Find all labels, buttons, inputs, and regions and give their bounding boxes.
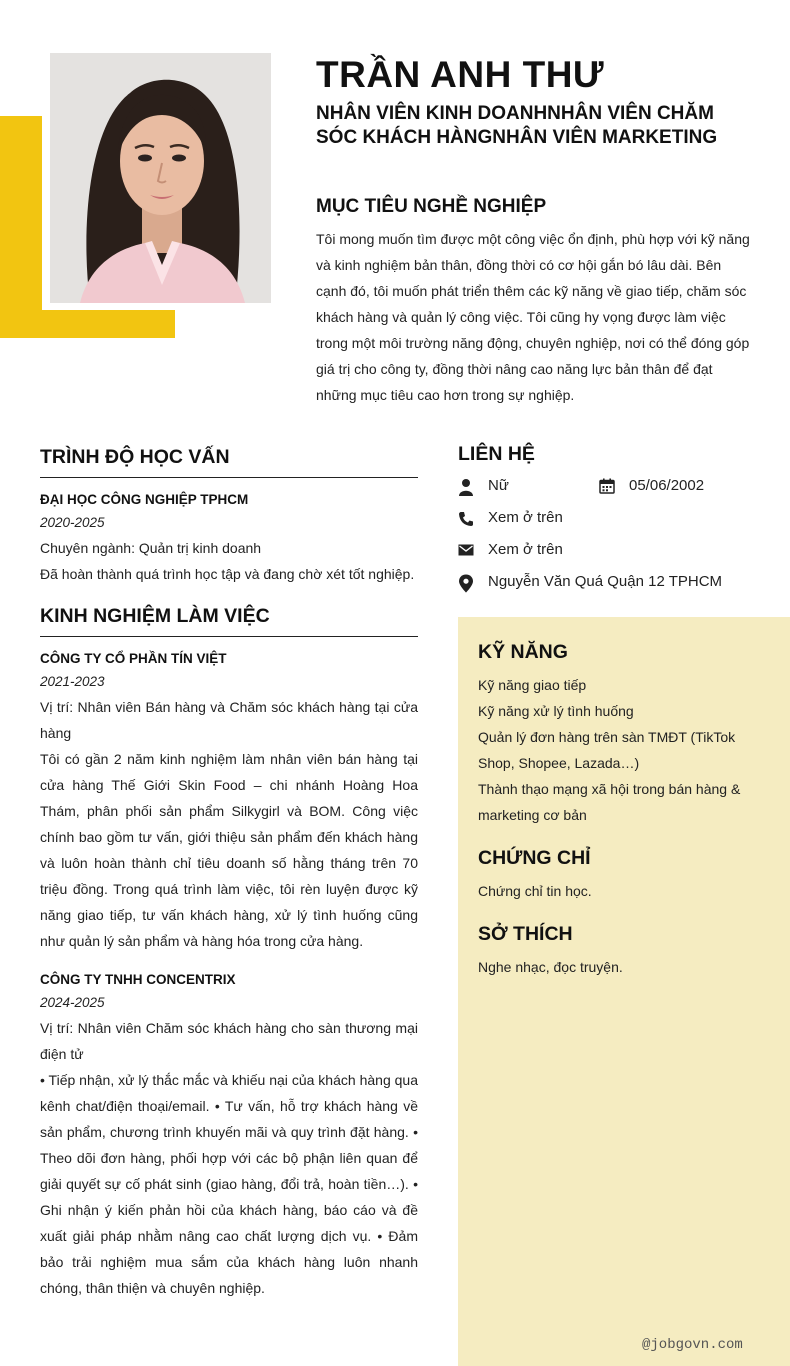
skills-heading: KỸ NĂNG xyxy=(478,641,568,663)
objective-heading: MỤC TIÊU NGHỀ NGHIỆP xyxy=(316,196,547,217)
skill-item: Kỹ năng giao tiếp xyxy=(478,677,587,693)
contact-gender: Nữ xyxy=(488,477,509,494)
job-position: Vị trí: Nhân viên Chăm sóc khách hàng cho sàn thương mại điện tử xyxy=(40,1020,418,1062)
job-period: 2021-2023 xyxy=(40,674,105,689)
accent-bar-horizontal xyxy=(0,310,175,338)
person-icon xyxy=(458,478,474,494)
experience-heading: KINH NGHIỆM LÀM VIỆC xyxy=(40,605,418,637)
skill-item: Kỹ năng xử lý tình huống xyxy=(478,703,634,719)
job-period: 2024-2025 xyxy=(40,995,105,1010)
candidate-name: TRẦN ANH THƯ xyxy=(316,54,605,95)
job-company: CÔNG TY CỔ PHẦN TÍN VIỆT xyxy=(40,651,227,666)
education-school: ĐẠI HỌC CÔNG NGHIỆP TPHCM xyxy=(40,492,249,507)
watermark: @jobgovn.com xyxy=(642,1337,743,1353)
certificates-text: Chứng chỉ tin học. xyxy=(478,883,592,899)
education-major: Chuyên ngành: Quản trị kinh doanh xyxy=(40,540,262,556)
contact-address: Nguyễn Văn Quá Quận 12 TPHCM xyxy=(488,573,723,590)
profile-photo xyxy=(50,53,271,303)
job-titles: NHÂN VIÊN KINH DOANHNHÂN VIÊN CHĂM SÓC KHÁCH HÀNGNHÂN VIÊN MARKETING xyxy=(316,103,718,148)
phone-icon xyxy=(458,511,474,527)
objective-text: Tôi mong muốn tìm được một công việc ổn định, phù hợp với kỹ năng và kinh nghiệm bản thân, đồng thời có cơ hội gắn bó lâu dài. Bên cạnh đó, tôi muốn phát triển thêm các kỹ năng về giao tiếp, chăm sóc khách hàng và quản lý công việc. Tôi cũng hy vọng được làm việc trong một môi trường năng động, chuyên nghiệp, nơi có thể đóng góp giá trị cho công ty, đồng thời nâng cao năng lực bản thân để đạt những mục tiêu cao hơn trong sự nghiệp. xyxy=(316,231,750,403)
hobbies-heading: SỞ THÍCH xyxy=(478,923,573,945)
hobbies-text: Nghe nhạc, đọc truyện. xyxy=(478,959,623,975)
contact-phone: Xem ở trên xyxy=(488,509,563,526)
education-note: Đã hoàn thành quá trình học tập và đang chờ xét tốt nghiệp. xyxy=(40,566,415,582)
job-position: Vị trí: Nhân viên Bán hàng và Chăm sóc khách hàng tại cửa hàng xyxy=(40,699,418,741)
job-description: • Tiếp nhận, xử lý thắc mắc và khiếu nại của khách hàng qua kênh chat/điện thoại/email. • Tư vấn, hỗ trợ khách hàng về sản phẩm, chương trình khuyến mãi và quy trình đặt hàng. • Theo dõi đơn hàng, phối hợp với các bộ phận liên quan để giải quyết sự cố phát sinh (giao hàng, đổi trả, hoàn tiền…). • Ghi nhận ý kiến phản hồi của khách hàng, báo cáo và đề xuất giải pháp nhằm nâng cao chất lượng dịch vụ. • Đảm bảo trải nghiệm mua sắm của khách hàng luôn nhanh chóng, thân thiện và chuyên nghiệp. xyxy=(40,1072,418,1296)
education-period: 2020-2025 xyxy=(40,515,105,530)
mail-icon xyxy=(458,543,474,559)
job-company: CÔNG TY TNHH CONCENTRIX xyxy=(40,972,236,987)
location-pin-icon xyxy=(458,574,474,590)
skill-item: Quản lý đơn hàng trên sàn TMĐT (TikTok Shop, Shopee, Lazada…) xyxy=(478,729,736,771)
contact-heading: LIÊN HỆ xyxy=(458,443,535,465)
skill-item: Thành thạo mạng xã hội trong bán hàng & marketing cơ bản xyxy=(478,781,741,823)
job-description: Tôi có gần 2 năm kinh nghiệm làm nhân viên bán hàng tại cửa hàng Thế Giới Skin Food – chi nhánh Hoàng Hoa Thám, phân phối sản phẩm Silkygirl và BOM. Công việc chính bao gồm tư vấn, giới thiệu sản phẩm đến khách hàng và luôn hoàn thành chỉ tiêu doanh số hằng tháng trên 70 triệu đồng. Trong quá trình làm việc, tôi rèn luyện được kỹ năng giao tiếp, tư vấn khách hàng, xử lý tình huống cũng như quản lý sản phẩm và hàng hóa trong cửa hàng. xyxy=(40,751,418,949)
education-heading: TRÌNH ĐỘ HỌC VẤN xyxy=(40,446,418,478)
contact-birthday: 05/06/2002 xyxy=(629,477,705,494)
certificates-heading: CHỨNG CHỈ xyxy=(478,847,591,869)
accent-bar-vertical xyxy=(0,116,42,338)
contact-email: Xem ở trên xyxy=(488,541,563,558)
calendar-icon xyxy=(599,478,615,494)
